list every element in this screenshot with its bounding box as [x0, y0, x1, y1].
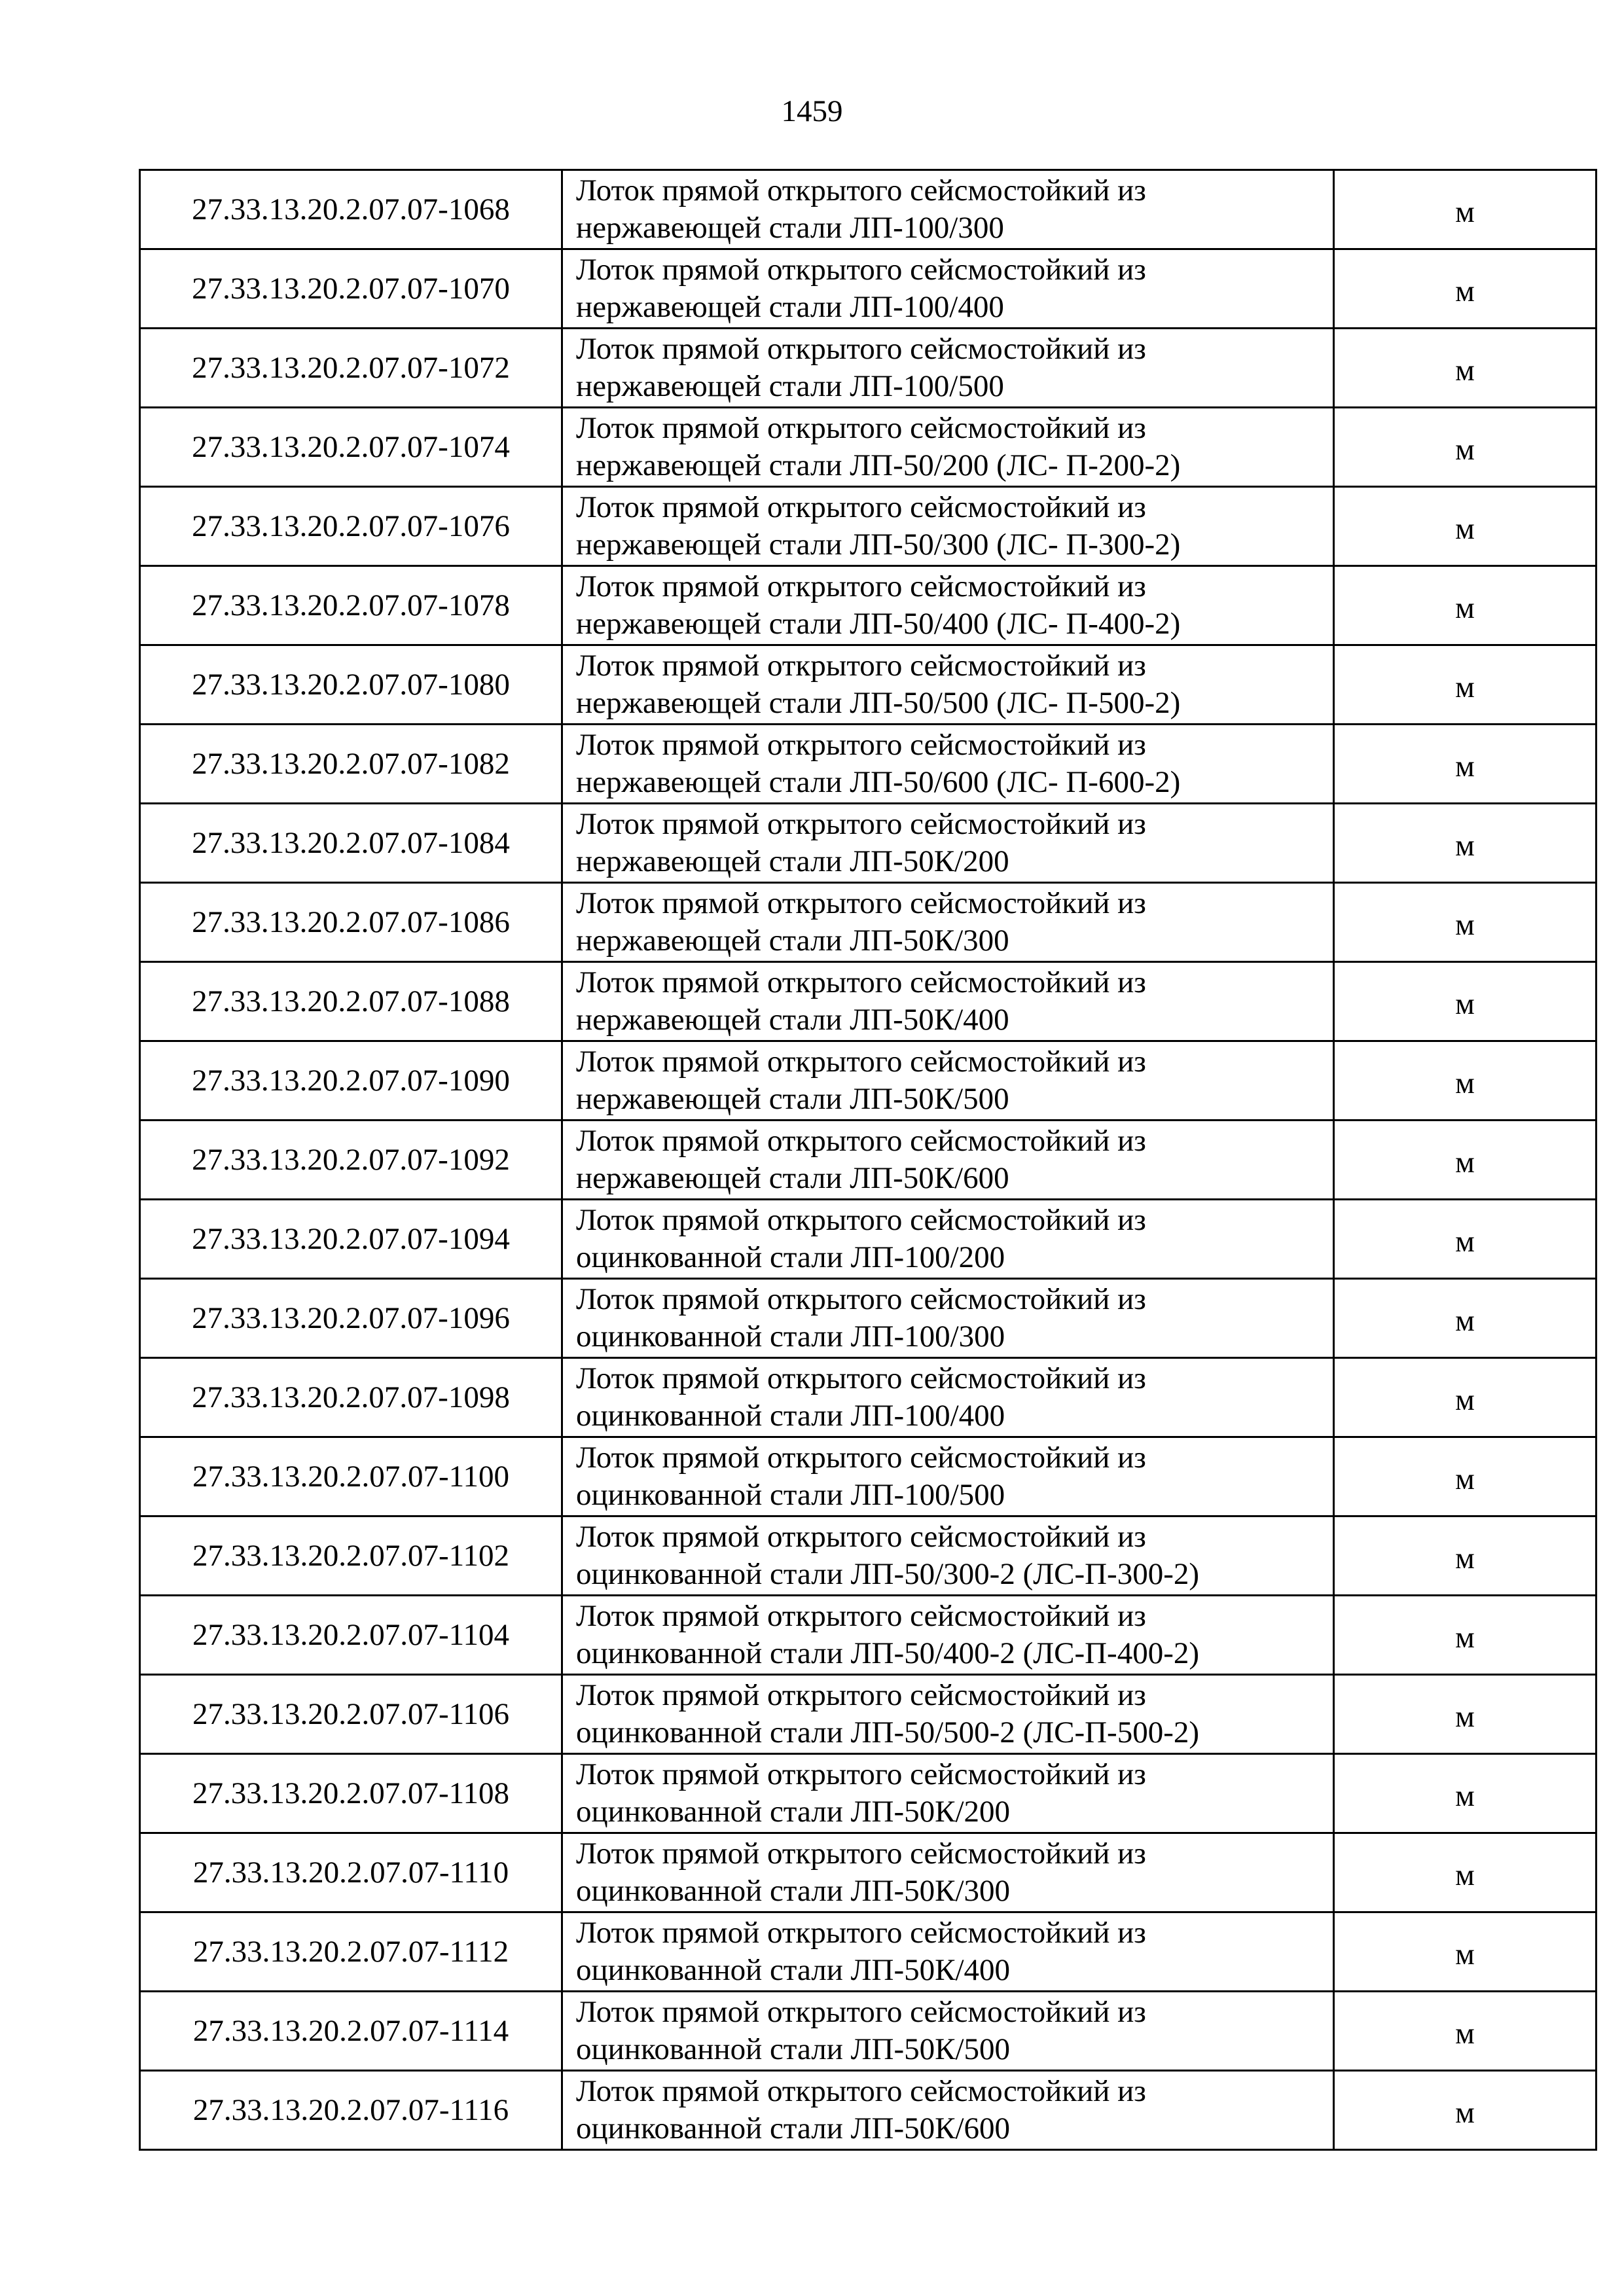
code-cell: 27.33.13.20.2.07.07-1104 — [140, 1596, 562, 1675]
name-cell — [562, 645, 1334, 725]
unit-cell: м — [1334, 1754, 1597, 1833]
name-line-1: Лоток прямой открытого сейсмостойкий из — [576, 1520, 1146, 1554]
name-cell — [562, 1041, 1334, 1121]
name-line-1: Лоток прямой открытого сейсмостойкий из — [576, 1441, 1146, 1475]
unit-cell: м — [1334, 408, 1597, 487]
name-line-2: нержавеющей стали ЛП-100/500 — [576, 369, 1004, 403]
unit-cell: м — [1334, 1279, 1597, 1358]
unit-cell: м — [1334, 1200, 1597, 1279]
table-row — [140, 962, 1597, 1041]
unit-cell: м — [1334, 1912, 1597, 1992]
name-cell — [562, 804, 1334, 883]
unit-cell: м — [1334, 1833, 1597, 1912]
table-row — [140, 1437, 1597, 1516]
name-line-1: Лоток прямой открытого сейсмостойкий из — [576, 965, 1146, 999]
unit-cell: м — [1334, 883, 1597, 962]
name-cell — [562, 1675, 1334, 1754]
name-cell — [562, 329, 1334, 408]
table-row — [140, 725, 1597, 804]
name-line-1: Лоток прямой открытого сейсмостойкий из — [576, 1916, 1146, 1950]
name-cell — [562, 1358, 1334, 1437]
name-cell — [562, 725, 1334, 804]
unit-cell: м — [1334, 329, 1597, 408]
name-cell — [562, 1516, 1334, 1596]
table-row — [140, 1516, 1597, 1596]
name-line-1: Лоток прямой открытого сейсмостойкий из — [576, 173, 1146, 207]
table-row — [140, 249, 1597, 329]
name-line-1: Лоток прямой открытого сейсмостойкий из — [576, 886, 1146, 920]
code-cell: 27.33.13.20.2.07.07-1114 — [140, 1992, 562, 2071]
unit-cell: м — [1334, 1041, 1597, 1121]
code-cell: 27.33.13.20.2.07.07-1098 — [140, 1358, 562, 1437]
name-line-2: оцинкованной стали ЛП-50/400-2 (ЛС-П-400-2) — [576, 1636, 1200, 1670]
name-line-2: оцинкованной стали ЛП-100/400 — [576, 1399, 1005, 1433]
name-line-1: Лоток прямой открытого сейсмостойкий из — [576, 253, 1146, 287]
name-line-2: нержавеющей стали ЛП-50/600 (ЛС- П-600-2) — [576, 765, 1181, 799]
unit-cell: м — [1334, 645, 1597, 725]
name-cell — [562, 1596, 1334, 1675]
table-row — [140, 883, 1597, 962]
table-row — [140, 1833, 1597, 1912]
name-cell — [562, 170, 1334, 249]
code-cell: 27.33.13.20.2.07.07-1070 — [140, 249, 562, 329]
code-cell: 27.33.13.20.2.07.07-1080 — [140, 645, 562, 725]
name-cell — [562, 1279, 1334, 1358]
name-cell — [562, 2071, 1334, 2150]
code-cell: 27.33.13.20.2.07.07-1090 — [140, 1041, 562, 1121]
name-line-1: Лоток прямой открытого сейсмостойкий из — [576, 1045, 1146, 1079]
unit-cell: м — [1334, 1121, 1597, 1200]
table-row — [140, 1279, 1597, 1358]
name-line-1: Лоток прямой открытого сейсмостойкий из — [576, 490, 1146, 524]
unit-cell: м — [1334, 1516, 1597, 1596]
table-row — [140, 566, 1597, 645]
name-cell — [562, 1754, 1334, 1833]
name-line-1: Лоток прямой открытого сейсмостойкий из — [576, 1282, 1146, 1316]
name-cell — [562, 1437, 1334, 1516]
code-cell: 27.33.13.20.2.07.07-1102 — [140, 1516, 562, 1596]
code-cell: 27.33.13.20.2.07.07-1106 — [140, 1675, 562, 1754]
code-cell: 27.33.13.20.2.07.07-1110 — [140, 1833, 562, 1912]
name-line-1: Лоток прямой открытого сейсмостойкий из — [576, 728, 1146, 762]
table-row — [140, 1041, 1597, 1121]
code-cell: 27.33.13.20.2.07.07-1096 — [140, 1279, 562, 1358]
name-line-2: нержавеющей стали ЛП-50К/300 — [576, 924, 1009, 958]
unit-cell: м — [1334, 566, 1597, 645]
name-cell — [562, 883, 1334, 962]
page-number: 1459 — [781, 94, 843, 128]
code-cell: 27.33.13.20.2.07.07-1094 — [140, 1200, 562, 1279]
name-line-2: оцинкованной стали ЛП-50К/500 — [576, 2032, 1011, 2066]
unit-cell: м — [1334, 1596, 1597, 1675]
table-row — [140, 645, 1597, 725]
name-line-2: нержавеющей стали ЛП-50К/400 — [576, 1003, 1009, 1037]
table-row — [140, 1992, 1597, 2071]
name-line-2: нержавеющей стали ЛП-50/300 (ЛС- П-300-2) — [576, 528, 1181, 562]
code-cell: 27.33.13.20.2.07.07-1116 — [140, 2071, 562, 2150]
code-cell: 27.33.13.20.2.07.07-1092 — [140, 1121, 562, 1200]
name-line-2: оцинкованной стали ЛП-50К/400 — [576, 1953, 1011, 1987]
name-line-1: Лоток прямой открытого сейсмостойкий из — [576, 2074, 1146, 2108]
name-cell — [562, 962, 1334, 1041]
name-line-1: Лоток прямой открытого сейсмостойкий из — [576, 1599, 1146, 1633]
price-table — [139, 169, 1597, 2151]
name-cell — [562, 1121, 1334, 1200]
table-row — [140, 408, 1597, 487]
unit-cell: м — [1334, 1675, 1597, 1754]
unit-cell: м — [1334, 804, 1597, 883]
name-line-1: Лоток прямой открытого сейсмостойкий из — [576, 332, 1146, 366]
table-row — [140, 1358, 1597, 1437]
name-line-2: нержавеющей стали ЛП-50К/600 — [576, 1161, 1009, 1195]
name-cell — [562, 1992, 1334, 2071]
name-line-1: Лоток прямой открытого сейсмостойкий из — [576, 807, 1146, 841]
table-row — [140, 1200, 1597, 1279]
code-cell: 27.33.13.20.2.07.07-1100 — [140, 1437, 562, 1516]
name-cell — [562, 249, 1334, 329]
table-row — [140, 329, 1597, 408]
unit-cell: м — [1334, 487, 1597, 566]
name-line-1: Лоток прямой открытого сейсмостойкий из — [576, 1203, 1146, 1237]
code-cell: 27.33.13.20.2.07.07-1078 — [140, 566, 562, 645]
table-row — [140, 2071, 1597, 2150]
name-line-1: Лоток прямой открытого сейсмостойкий из — [576, 569, 1146, 603]
table-body — [140, 170, 1597, 2150]
name-line-2: оцинкованной стали ЛП-50/500-2 (ЛС-П-500-2) — [576, 1715, 1200, 1749]
unit-cell: м — [1334, 1358, 1597, 1437]
table-row — [140, 170, 1597, 249]
table-row — [140, 1596, 1597, 1675]
table-row — [140, 804, 1597, 883]
name-line-2: нержавеющей стали ЛП-50/200 (ЛС- П-200-2) — [576, 448, 1181, 482]
name-line-1: Лоток прямой открытого сейсмостойкий из — [576, 1361, 1146, 1395]
code-cell: 27.33.13.20.2.07.07-1072 — [140, 329, 562, 408]
name-cell — [562, 1912, 1334, 1992]
code-cell: 27.33.13.20.2.07.07-1112 — [140, 1912, 562, 1992]
name-cell — [562, 408, 1334, 487]
code-cell: 27.33.13.20.2.07.07-1108 — [140, 1754, 562, 1833]
unit-cell: м — [1334, 1992, 1597, 2071]
unit-cell: м — [1334, 1437, 1597, 1516]
name-line-2: нержавеющей стали ЛП-50К/200 — [576, 844, 1009, 878]
code-cell: 27.33.13.20.2.07.07-1088 — [140, 962, 562, 1041]
unit-cell: м — [1334, 249, 1597, 329]
name-line-1: Лоток прямой открытого сейсмостойкий из — [576, 1678, 1146, 1712]
name-line-2: нержавеющей стали ЛП-50/500 (ЛС- П-500-2) — [576, 686, 1181, 720]
name-line-2: оцинкованной стали ЛП-100/500 — [576, 1478, 1005, 1512]
unit-cell: м — [1334, 2071, 1597, 2150]
table-row — [140, 1912, 1597, 1992]
name-cell — [562, 1833, 1334, 1912]
code-cell: 27.33.13.20.2.07.07-1074 — [140, 408, 562, 487]
table-row — [140, 1754, 1597, 1833]
name-line-2: нержавеющей стали ЛП-100/400 — [576, 290, 1004, 324]
name-line-1: Лоток прямой открытого сейсмостойкий из — [576, 1124, 1146, 1158]
code-cell: 27.33.13.20.2.07.07-1076 — [140, 487, 562, 566]
name-line-1: Лоток прямой открытого сейсмостойкий из — [576, 1837, 1146, 1871]
name-line-2: нержавеющей стали ЛП-50К/500 — [576, 1082, 1009, 1116]
name-line-1: Лоток прямой открытого сейсмостойкий из — [576, 411, 1146, 445]
code-cell: 27.33.13.20.2.07.07-1086 — [140, 883, 562, 962]
unit-cell: м — [1334, 725, 1597, 804]
name-cell — [562, 566, 1334, 645]
name-line-2: оцинкованной стали ЛП-100/300 — [576, 1319, 1005, 1354]
name-line-2: нержавеющей стали ЛП-100/300 — [576, 211, 1004, 245]
unit-cell: м — [1334, 170, 1597, 249]
name-line-2: оцинкованной стали ЛП-50К/300 — [576, 1874, 1011, 1908]
code-cell: 27.33.13.20.2.07.07-1082 — [140, 725, 562, 804]
unit-cell: м — [1334, 962, 1597, 1041]
name-line-2: оцинкованной стали ЛП-50К/200 — [576, 1795, 1011, 1829]
name-line-1: Лоток прямой открытого сейсмостойкий из — [576, 1757, 1146, 1791]
name-cell — [562, 487, 1334, 566]
name-line-2: нержавеющей стали ЛП-50/400 (ЛС- П-400-2) — [576, 607, 1181, 641]
name-line-2: оцинкованной стали ЛП-100/200 — [576, 1240, 1005, 1274]
table-row — [140, 1675, 1597, 1754]
code-cell: 27.33.13.20.2.07.07-1084 — [140, 804, 562, 883]
table-row — [140, 1121, 1597, 1200]
name-cell — [562, 1200, 1334, 1279]
name-line-2: оцинкованной стали ЛП-50К/600 — [576, 2111, 1011, 2145]
name-line-2: оцинкованной стали ЛП-50/300-2 (ЛС-П-300-2) — [576, 1557, 1200, 1591]
name-line-1: Лоток прямой открытого сейсмостойкий из — [576, 1995, 1146, 2029]
code-cell: 27.33.13.20.2.07.07-1068 — [140, 170, 562, 249]
table-row — [140, 487, 1597, 566]
name-line-1: Лоток прямой открытого сейсмостойкий из — [576, 649, 1146, 683]
